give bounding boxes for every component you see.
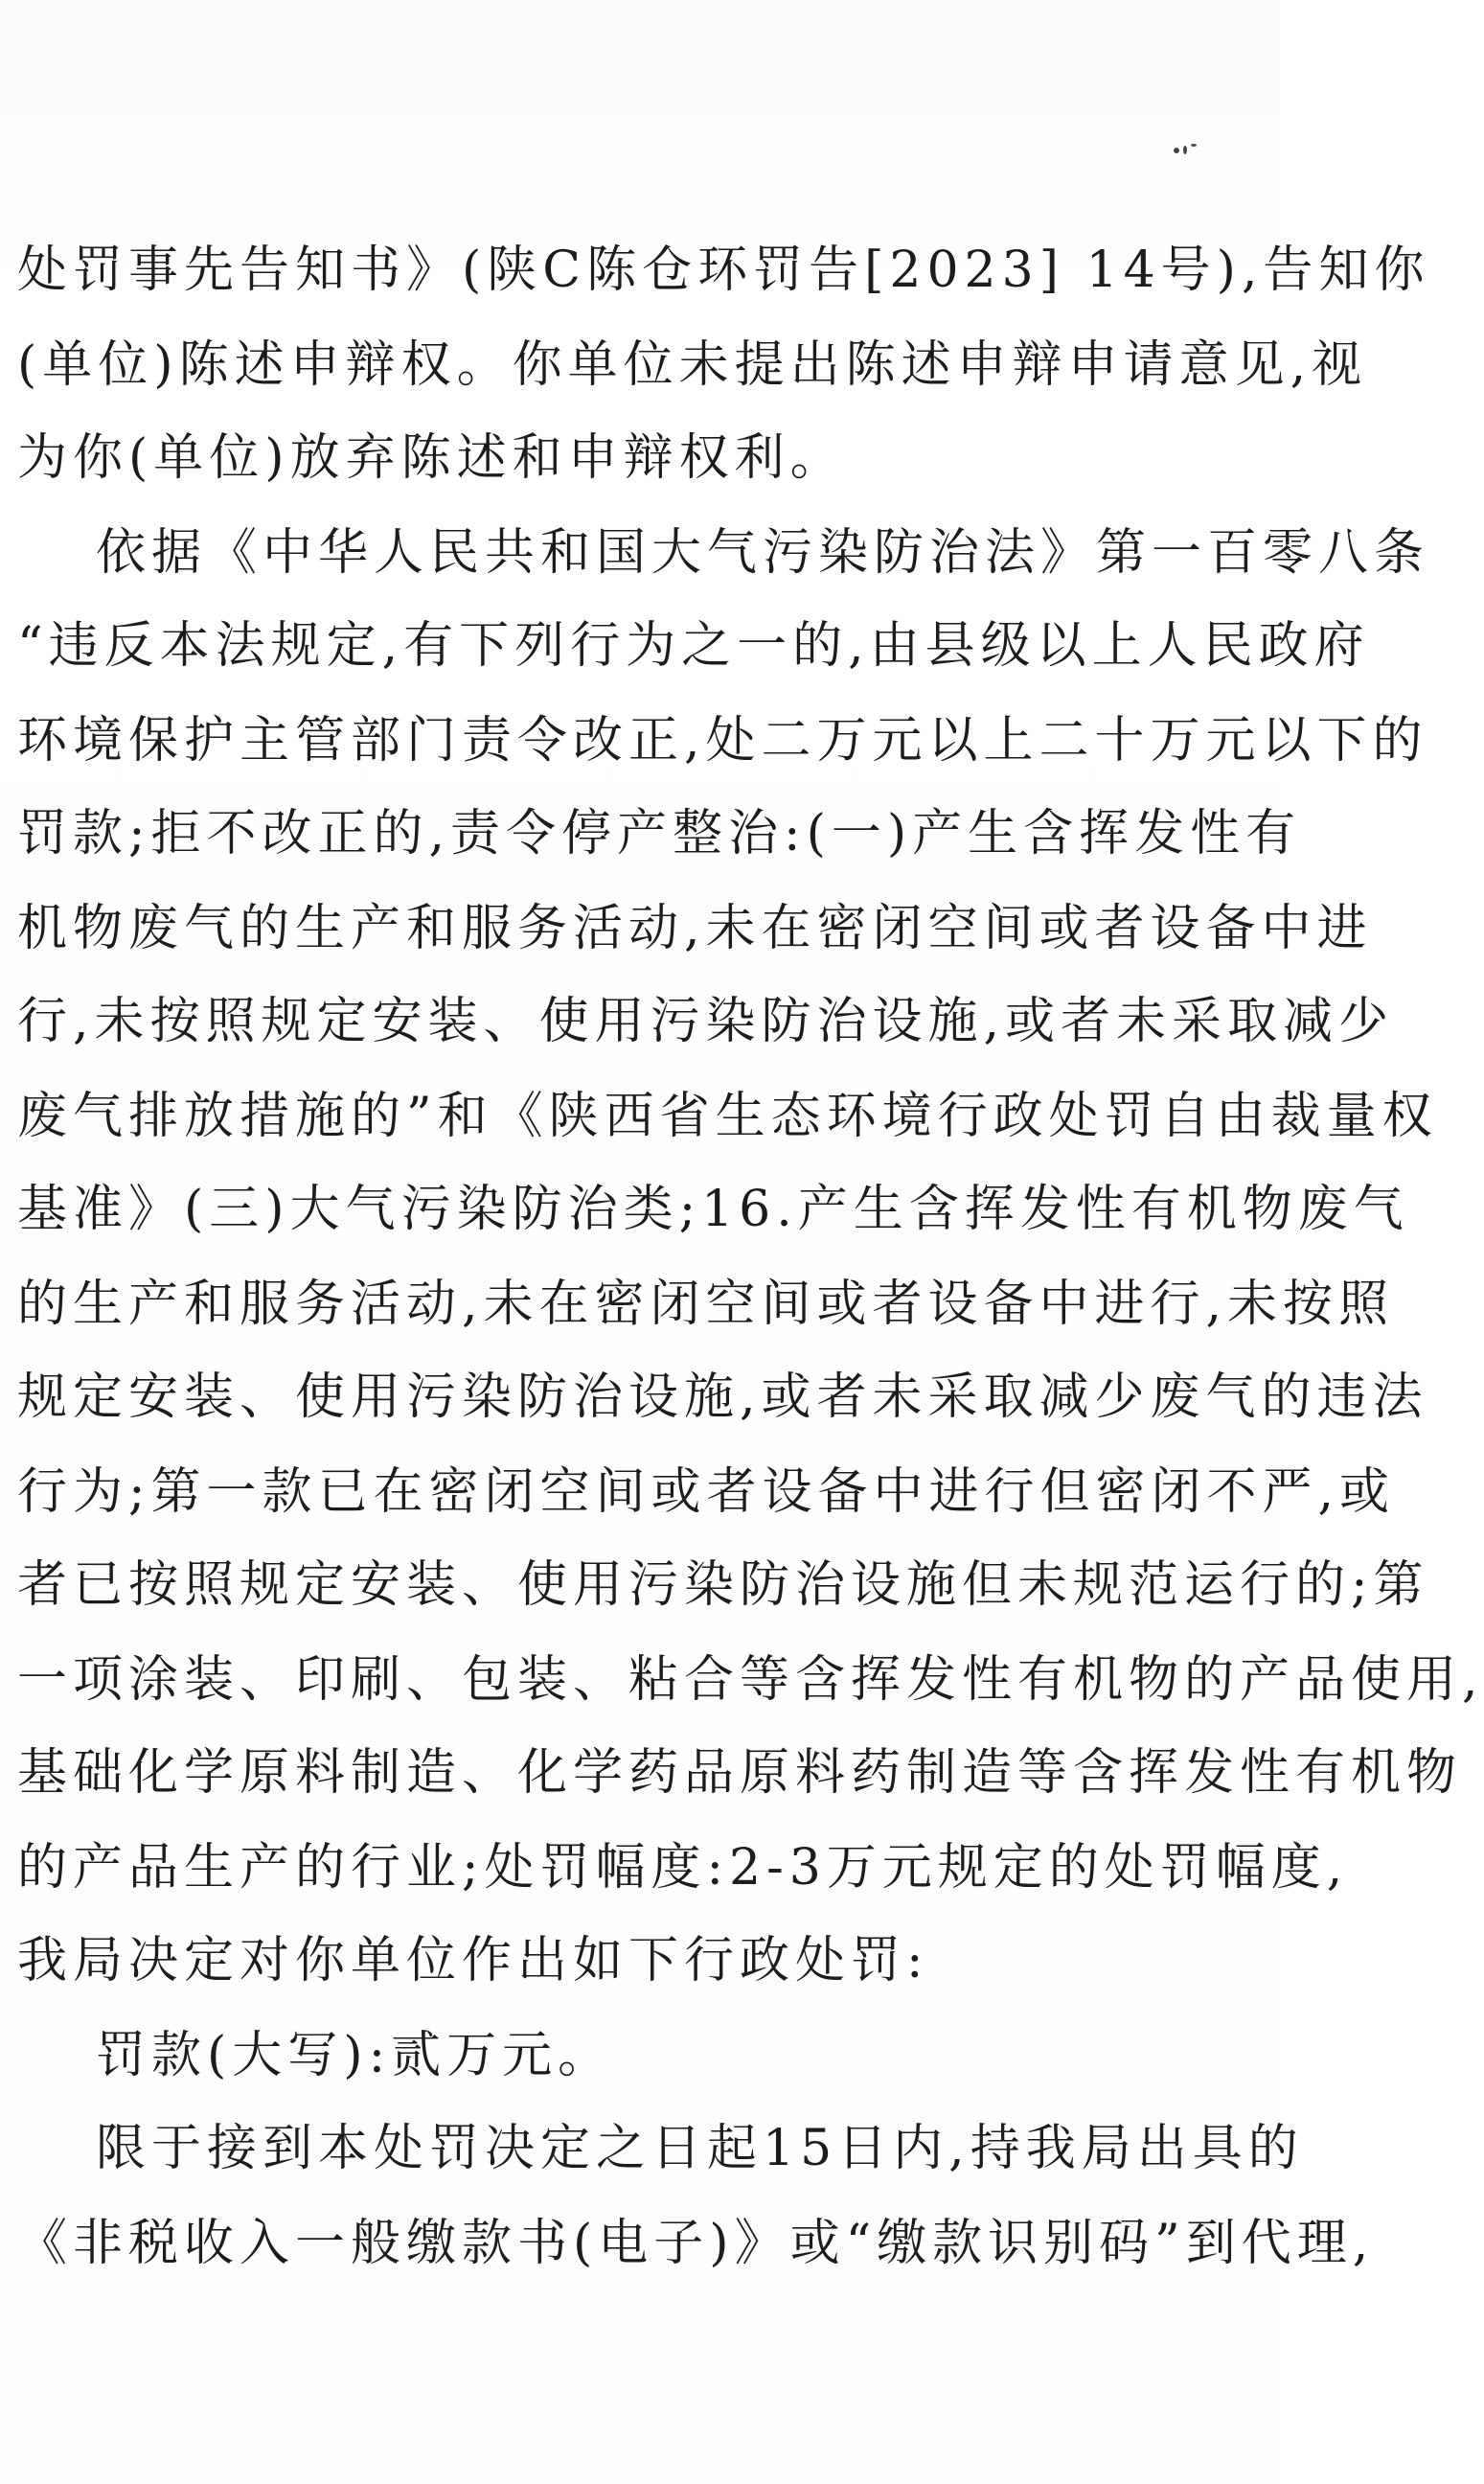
text-line-21: 限于接到本处罚决定之日起15日内,持我局出具的	[96, 2120, 1304, 2177]
text-line-14: 行为;第一款已在密闭空间或者设备中进行但密闭不严,或	[17, 1463, 1396, 1521]
text-line-10: 废气排放措施的”和《陕西省生态环境行政处罚自由裁量权	[17, 1088, 1438, 1145]
text-line-3: 为你(单位)放弃陈述和申辩权利。	[17, 429, 846, 487]
text-line-17: 基础化学原料制造、化学药品原料药制造等含挥发性有机物	[17, 1744, 1463, 1802]
text-line-4: 依据《中华人民共和国大气污染防治法》第一百零八条	[96, 524, 1430, 582]
text-line-5: “违反本法规定,有下列行为之一的,由县级以上人民政府	[17, 617, 1370, 675]
text-line-1: 处罚事先告知书》(陕C陈仓环罚告[2023] 14号),告知你	[17, 242, 1430, 299]
text-line-11: 基准》(三)大气污染防治类;16.产生含挥发性有机物废气	[17, 1181, 1409, 1238]
text-line-7: 罚款;拒不改正的,责令停产整治:(一)产生含挥发性有	[17, 805, 1302, 862]
text-line-2: (单位)陈述申辩权。你单位未提出陈述申辩申请意见,视	[17, 336, 1368, 394]
text-line-13: 规定安装、使用污染防治设施,或者未采取减少废气的违法	[17, 1368, 1428, 1426]
text-line-6: 环境保护主管部门责令改正,处二万元以上二十万元以下的	[17, 712, 1428, 770]
text-line-12: 的生产和服务活动,未在密闭空间或者设备中进行,未按照	[17, 1276, 1395, 1333]
text-line-16: 一项涂装、印刷、包装、粘合等含挥发性有机物的产品使用,	[17, 1651, 1484, 1709]
text-line-18: 的产品生产的行业;处罚幅度:2-3万元规定的处罚幅度,	[17, 1839, 1349, 1897]
text-line-9: 行,未按照规定安装、使用污染防治设施,或者未采取减少	[17, 993, 1395, 1050]
text-line-22: 《非税收入一般缴款书(电子)》或“缴款识别码”到代理,	[17, 2215, 1375, 2272]
text-line-8: 机物废气的生产和服务活动,未在密闭空间或者设备中进	[17, 900, 1373, 957]
text-line-20: 罚款(大写):贰万元。	[96, 2027, 614, 2084]
scan-speck-mark	[1174, 144, 1199, 157]
text-line-15: 者已按照规定安装、使用污染防治设施但未规范运行的;第	[17, 1556, 1429, 1614]
text-line-19: 我局决定对你单位作出如下行政处罚:	[17, 1932, 929, 1990]
